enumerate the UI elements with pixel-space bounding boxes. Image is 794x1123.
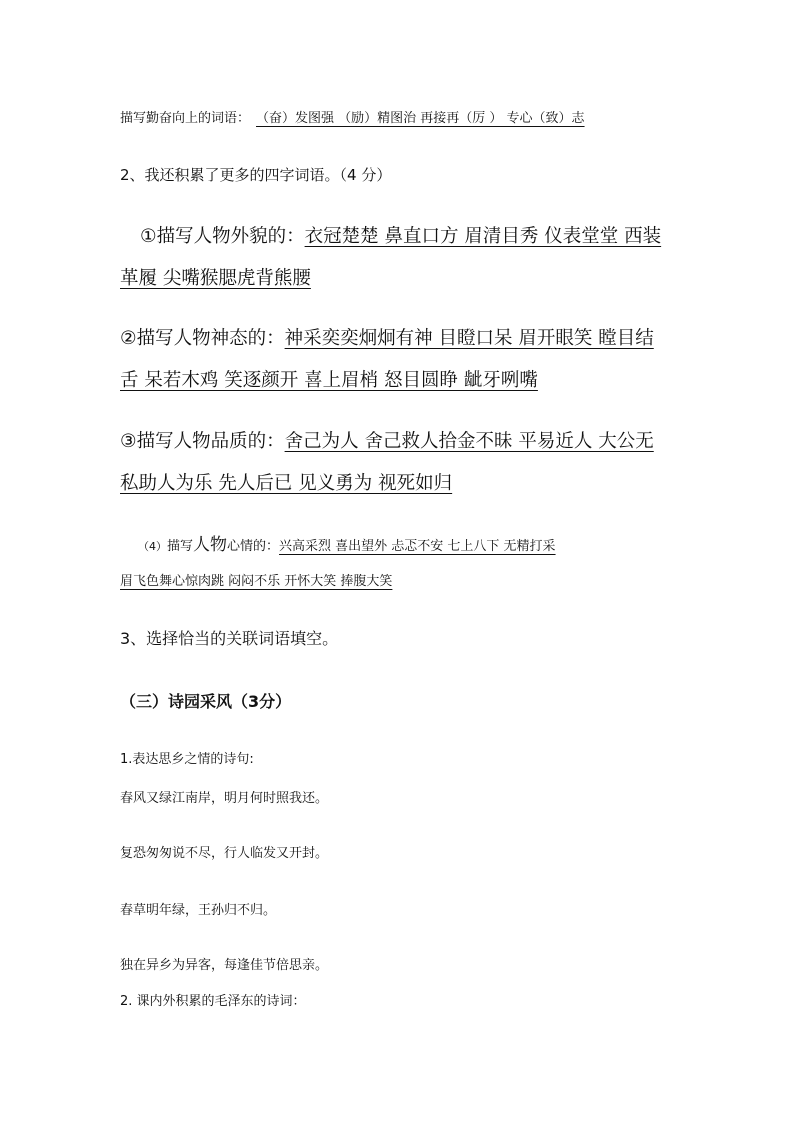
character-item-line1 (120, 427, 654, 453)
appearance-label: ①描写人物外貌的： (140, 226, 305, 247)
poem-line-1: 春风又绿江南岸，明月何时照我还。 (120, 791, 329, 806)
expression-answer-2: 舌 呆若木鸡 笑逐颜开 喜上眉梢 怒目圆睁 龇牙咧嘴 (120, 370, 538, 391)
diligence-label: 描写勤奋向上的词语： (120, 111, 251, 126)
expression-item-line2 (120, 366, 538, 392)
mood-item-line2 (120, 570, 392, 589)
diligence-answer: （奋）发图强 （励）精图治 再接再（厉 ） 专心（致）志 (256, 111, 585, 126)
mood-number: （4） (138, 540, 167, 553)
mood-label-c: 心情的： (227, 539, 280, 554)
expression-answer-1: 神采奕奕炯炯有神 目瞪口呆 眉开眼笑 瞠目结 (284, 328, 654, 349)
homesick-poems-heading: 1.表达思乡之情的诗句: (120, 752, 254, 767)
character-item-line2 (120, 469, 452, 495)
mood-item-line1 (138, 530, 556, 555)
appearance-item-line1 (140, 222, 661, 248)
diligence-words-line (120, 107, 585, 126)
mood-answer-1: 兴高采烈 喜出望外 忐忑不安 七上八下 无精打采 (279, 539, 556, 554)
mood-label-b: 人物 (193, 535, 228, 555)
appearance-answer-2: 革履 尖嘴猴腮虎背熊腰 (120, 268, 311, 289)
character-label: ③描写人物品质的： (120, 431, 285, 452)
mood-label-a: 描写 (167, 539, 194, 554)
poem-line-4: 独在异乡为异客，每逢佳节倍思亲。 (120, 958, 329, 973)
appearance-answer-1: 衣冠楚楚 鼻直口方 眉清目秀 仪表堂堂 西装 (304, 226, 662, 247)
expression-label: ②描写人物神态的： (120, 328, 285, 349)
mood-answer-2: 眉飞色舞心惊肉跳 闷闷不乐 开怀大笑 捧腹大笑 (120, 574, 393, 589)
character-answer-2: 私助人为乐 先人后已 见义勇为 视死如归 (120, 473, 453, 494)
appearance-item-line2 (120, 264, 311, 290)
character-answer-1: 舍己为人 舍己救人拾金不昧 平易近人 大公无 (284, 431, 654, 452)
mao-poems-heading: 2. 课内外积累的毛泽东的诗词： (120, 994, 306, 1009)
q2-heading: 2、我还积累了更多的四字词语。（4 分） (120, 166, 392, 184)
q3-heading: 3、选择恰当的关联词语填空。 (120, 629, 339, 648)
expression-item-line1 (120, 324, 654, 350)
poem-line-3: 春草明年绿，王孙归不归。 (120, 903, 277, 918)
poem-line-2: 复恐匆匆说不尽，行人临发又开封。 (120, 846, 329, 861)
poetry-section-title: （三）诗园采风（3分） (120, 692, 292, 711)
